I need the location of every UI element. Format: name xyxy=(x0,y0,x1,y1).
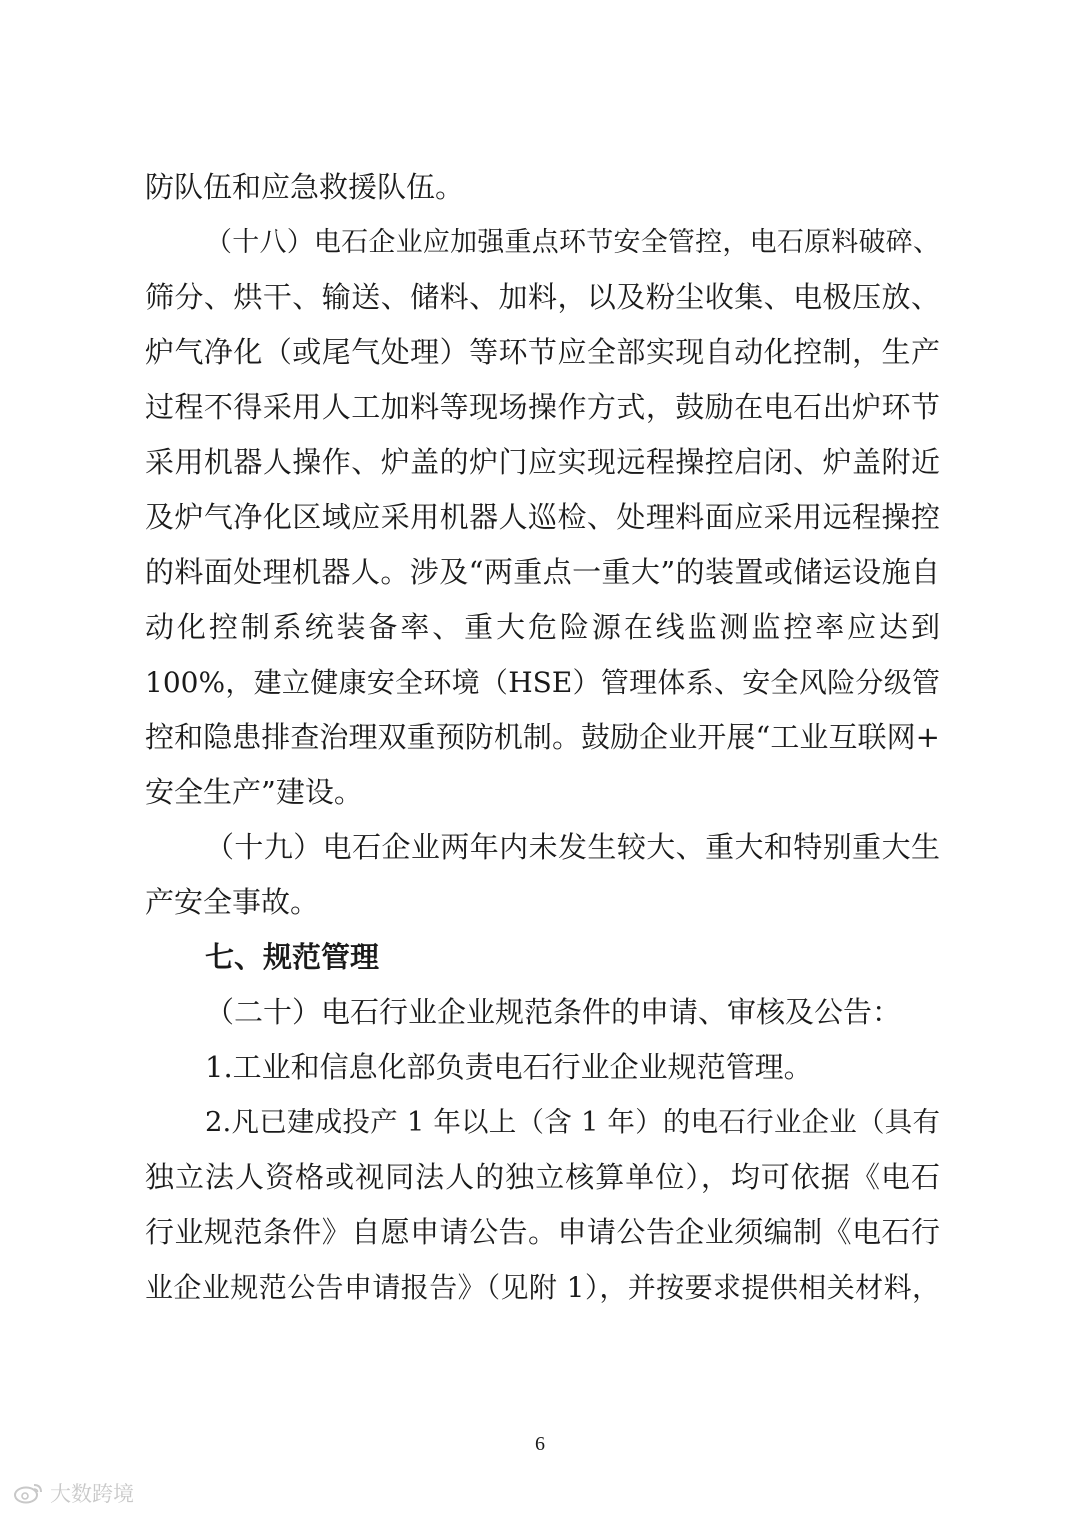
text-line: 独立法人资格或视同法人的独立核算单位），均可依据《电石 xyxy=(145,1160,940,1194)
text-line: 控和隐患排查治理双重预防机制。鼓励企业开展“工业互联网+ xyxy=(145,720,940,754)
text-line: 的料面处理机器人。涉及“两重点一重大”的装置或储运设施自 xyxy=(145,555,940,589)
page-number: 6 xyxy=(535,1433,545,1455)
watermark-text: 大数跨境 xyxy=(50,1482,134,1506)
text-line: 2.凡已建成投产 1 年以上（含 1 年）的电石行业企业（具有 xyxy=(205,1106,940,1138)
text-line: 100%，建立健康安全环境（HSE）管理体系、安全风险分级管 xyxy=(145,666,940,699)
text-line: 及炉气净化区域应采用机器人巡检、处理料面应采用远程操控 xyxy=(145,500,940,534)
text-line: 1.工业和信息化部负责电石行业企业规范管理。 xyxy=(205,1050,813,1084)
text-line: 安全生产”建设。 xyxy=(145,775,363,809)
text-line: 采用机器人操作、炉盖的炉门应实现远程操控启闭、炉盖附近 xyxy=(145,445,940,479)
text-line: 过程不得采用人工加料等现场操作方式，鼓励在电石出炉环节 xyxy=(145,390,940,424)
text-line: （十八）电石企业应加强重点环节安全管控，电石原料破碎、 xyxy=(205,227,940,258)
text-line: 行业规范条件》自愿申请公告。申请公告企业须编制《电石行 xyxy=(145,1215,940,1249)
text-line: 动化控制系统装备率、重大危险源在线监测监控率应达到 xyxy=(145,610,940,644)
text-line: 炉气净化（或尾气处理）等环节应全部实现自动化控制，生产 xyxy=(145,335,940,369)
text-line: 筛分、烘干、输送、储料、加料，以及粉尘收集、电极压放、 xyxy=(145,280,940,314)
weibo-logo-icon xyxy=(14,1482,44,1504)
text-line: （二十）电石行业企业规范条件的申请、审核及公告： xyxy=(205,995,902,1029)
text-line: 防队伍和应急救援队伍。 xyxy=(145,170,465,204)
text-line: （十九）电石企业两年内未发生较大、重大和特别重大生 xyxy=(205,830,940,864)
watermark xyxy=(14,1478,134,1508)
section-heading: 七、规范管理 xyxy=(205,940,380,974)
document-body xyxy=(145,160,940,1315)
text-line: 产安全事故。 xyxy=(145,885,320,919)
text-line: 业企业规范公告申请报告》（见附 1），并按要求提供相关材料， xyxy=(145,1271,940,1304)
